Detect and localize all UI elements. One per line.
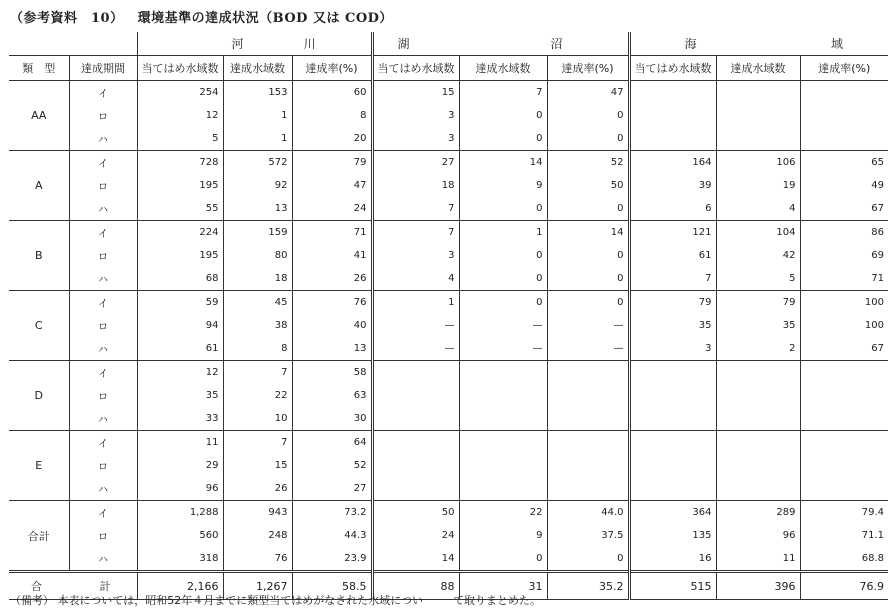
period-cell: イ <box>69 221 137 245</box>
group-sea: 海 域 <box>629 32 888 56</box>
sea-rate-cell: 86 <box>800 221 888 245</box>
river-achieved-cell: 943 <box>223 501 292 525</box>
remarks-text-1: 本表については，昭和52年４月までに類型当てはめがなされた水域につい <box>57 594 424 607</box>
river-rate-cell: 63 <box>292 384 372 407</box>
sea-achieved-cell: 42 <box>716 244 800 267</box>
sea-rate-cell <box>800 431 888 455</box>
sea-achieved-cell <box>716 361 800 385</box>
table-row <box>9 104 888 127</box>
period-cell: イ <box>69 431 137 455</box>
river-rate-cell: 79 <box>292 151 372 175</box>
river-target-cell: 12 <box>137 104 223 127</box>
group-river: 河 川 <box>137 32 372 56</box>
sea-target-cell <box>629 361 716 385</box>
total-lake-achieved: 31 <box>459 572 547 600</box>
lake-target-cell: 4 <box>372 267 459 291</box>
lake-rate-cell: 37.5 <box>547 524 629 547</box>
table-row <box>9 524 888 547</box>
sea-target-cell <box>629 407 716 431</box>
type-cell: C <box>9 291 69 361</box>
lake-target-cell: 14 <box>372 547 459 572</box>
river-achieved-cell: 1 <box>223 127 292 151</box>
lake-rate-cell: 0 <box>547 291 629 315</box>
river-target-cell: 35 <box>137 384 223 407</box>
sea-target-cell: 164 <box>629 151 716 175</box>
lake-rate-cell <box>547 407 629 431</box>
lake-rate-cell: 0 <box>547 547 629 572</box>
lake-target-cell: 50 <box>372 501 459 525</box>
river-target-cell: 11 <box>137 431 223 455</box>
sea-achieved-cell <box>716 127 800 151</box>
sea-achieved-cell: 4 <box>716 197 800 221</box>
group-header-row <box>9 32 888 56</box>
river-rate-cell: 71 <box>292 221 372 245</box>
sea-target-cell: 135 <box>629 524 716 547</box>
lake-achieved-cell <box>459 431 547 455</box>
sea-rate-cell <box>800 361 888 385</box>
lake-target-cell <box>372 454 459 477</box>
lake-achieved-cell: — <box>459 314 547 337</box>
river-rate-cell: 47 <box>292 174 372 197</box>
total-sea-target: 515 <box>629 572 716 600</box>
lake-rate-cell <box>547 361 629 385</box>
lake-target-cell <box>372 431 459 455</box>
header-sea-achieved: 達成水域数 <box>716 56 800 81</box>
sea-achieved-cell: 96 <box>716 524 800 547</box>
total-sea-achieved: 396 <box>716 572 800 600</box>
sea-target-cell <box>629 454 716 477</box>
sea-achieved-cell: 11 <box>716 547 800 572</box>
period-cell: ハ <box>69 477 137 501</box>
period-cell: イ <box>69 291 137 315</box>
table-row <box>9 407 888 431</box>
table-row <box>9 454 888 477</box>
river-target-cell: 68 <box>137 267 223 291</box>
lake-rate-cell: 0 <box>547 244 629 267</box>
river-rate-cell: 8 <box>292 104 372 127</box>
sea-rate-cell <box>800 384 888 407</box>
lake-target-cell: 1 <box>372 291 459 315</box>
lake-rate-cell: — <box>547 314 629 337</box>
river-rate-cell: 64 <box>292 431 372 455</box>
lake-target-cell: 7 <box>372 197 459 221</box>
table-row <box>9 244 888 267</box>
type-cell: E <box>9 431 69 501</box>
remarks-text-2: て取りまとめた。 <box>453 594 542 607</box>
table-row <box>9 361 888 385</box>
sea-target-cell: 121 <box>629 221 716 245</box>
sea-target-cell <box>629 127 716 151</box>
river-target-cell: 5 <box>137 127 223 151</box>
lake-rate-cell: 0 <box>547 104 629 127</box>
reference-label: （参考資料 10） <box>10 11 124 26</box>
title-text: 環境基準の達成状況（BOD 又は COD） <box>137 11 393 26</box>
river-rate-cell: 52 <box>292 454 372 477</box>
table-row <box>9 267 888 291</box>
total-sea-rate: 76.9 <box>800 572 888 600</box>
river-rate-cell: 76 <box>292 291 372 315</box>
header-lake-achieved: 達成水域数 <box>459 56 547 81</box>
period-cell: ハ <box>69 127 137 151</box>
lake-achieved-cell <box>459 477 547 501</box>
river-rate-cell: 58 <box>292 361 372 385</box>
sea-rate-cell: 71 <box>800 267 888 291</box>
grand-total-label: 合 計 <box>9 572 137 600</box>
sea-rate-cell <box>800 81 888 105</box>
lake-target-cell: — <box>372 314 459 337</box>
sea-achieved-cell <box>716 81 800 105</box>
sea-rate-cell: 100 <box>800 314 888 337</box>
sea-rate-cell: 67 <box>800 197 888 221</box>
river-target-cell: 195 <box>137 174 223 197</box>
period-cell: イ <box>69 81 137 105</box>
lake-rate-cell: 0 <box>547 267 629 291</box>
sea-achieved-cell <box>716 477 800 501</box>
river-target-cell: 33 <box>137 407 223 431</box>
river-achieved-cell: 38 <box>223 314 292 337</box>
table-row <box>9 174 888 197</box>
lake-achieved-cell <box>459 407 547 431</box>
sea-rate-cell: 79.4 <box>800 501 888 525</box>
lake-achieved-cell: 0 <box>459 244 547 267</box>
river-achieved-cell: 572 <box>223 151 292 175</box>
sea-target-cell <box>629 477 716 501</box>
type-cell: A <box>9 151 69 221</box>
sea-achieved-cell <box>716 104 800 127</box>
remarks <box>10 592 541 608</box>
sea-achieved-cell: 35 <box>716 314 800 337</box>
type-cell: AA <box>9 81 69 151</box>
river-achieved-cell: 8 <box>223 337 292 361</box>
sea-rate-cell <box>800 407 888 431</box>
sea-target-cell <box>629 104 716 127</box>
table-row <box>9 314 888 337</box>
lake-target-cell: 18 <box>372 174 459 197</box>
river-target-cell: 224 <box>137 221 223 245</box>
period-cell: ハ <box>69 267 137 291</box>
river-achieved-cell: 1 <box>223 104 292 127</box>
lake-rate-cell: 47 <box>547 81 629 105</box>
river-achieved-cell: 7 <box>223 431 292 455</box>
achievement-table <box>9 32 888 600</box>
remarks-label: （備考） <box>10 594 54 607</box>
lake-achieved-cell: 0 <box>459 291 547 315</box>
lake-rate-cell: 0 <box>547 197 629 221</box>
river-achieved-cell: 45 <box>223 291 292 315</box>
river-target-cell: 12 <box>137 361 223 385</box>
sea-rate-cell <box>800 104 888 127</box>
sea-target-cell: 16 <box>629 547 716 572</box>
sea-rate-cell: 67 <box>800 337 888 361</box>
type-cell: B <box>9 221 69 291</box>
sea-achieved-cell <box>716 407 800 431</box>
period-cell: ロ <box>69 524 137 547</box>
river-rate-cell: 20 <box>292 127 372 151</box>
period-cell: ハ <box>69 407 137 431</box>
period-cell: ハ <box>69 337 137 361</box>
table-row <box>9 337 888 361</box>
lake-achieved-cell: 1 <box>459 221 547 245</box>
sea-achieved-cell: 19 <box>716 174 800 197</box>
lake-target-cell: 7 <box>372 221 459 245</box>
period-cell: ハ <box>69 197 137 221</box>
sea-target-cell: 61 <box>629 244 716 267</box>
sea-target-cell: 6 <box>629 197 716 221</box>
river-target-cell: 318 <box>137 547 223 572</box>
period-cell: ロ <box>69 174 137 197</box>
sea-rate-cell <box>800 477 888 501</box>
river-target-cell: 195 <box>137 244 223 267</box>
lake-achieved-cell: 0 <box>459 267 547 291</box>
lake-achieved-cell: 14 <box>459 151 547 175</box>
river-rate-cell: 26 <box>292 267 372 291</box>
period-cell: ロ <box>69 454 137 477</box>
lake-target-cell: 3 <box>372 244 459 267</box>
header-type: 類 型 <box>9 56 69 81</box>
table-row <box>9 477 888 501</box>
river-rate-cell: 40 <box>292 314 372 337</box>
table-row <box>9 547 888 572</box>
sea-target-cell: 3 <box>629 337 716 361</box>
river-target-cell: 728 <box>137 151 223 175</box>
table-row <box>9 501 888 525</box>
sea-target-cell <box>629 384 716 407</box>
lake-achieved-cell: 7 <box>459 81 547 105</box>
table-row <box>9 81 888 105</box>
sea-rate-cell: 69 <box>800 244 888 267</box>
sea-rate-cell: 65 <box>800 151 888 175</box>
sea-rate-cell: 49 <box>800 174 888 197</box>
lake-rate-cell: — <box>547 337 629 361</box>
period-cell: イ <box>69 501 137 525</box>
table-row <box>9 151 888 175</box>
river-achieved-cell: 26 <box>223 477 292 501</box>
table-row <box>9 197 888 221</box>
river-achieved-cell: 7 <box>223 361 292 385</box>
sea-target-cell: 79 <box>629 291 716 315</box>
sea-achieved-cell: 289 <box>716 501 800 525</box>
period-cell: ロ <box>69 104 137 127</box>
lake-rate-cell: 52 <box>547 151 629 175</box>
sea-achieved-cell <box>716 431 800 455</box>
lake-target-cell: 3 <box>372 127 459 151</box>
type-cell: 合計 <box>9 501 69 572</box>
column-header-row <box>9 56 888 81</box>
river-achieved-cell: 153 <box>223 81 292 105</box>
river-target-cell: 59 <box>137 291 223 315</box>
lake-achieved-cell <box>459 361 547 385</box>
header-river-rate: 達成率(%) <box>292 56 372 81</box>
sea-target-cell <box>629 431 716 455</box>
lake-target-cell: — <box>372 337 459 361</box>
lake-achieved-cell: 0 <box>459 127 547 151</box>
river-rate-cell: 30 <box>292 407 372 431</box>
river-rate-cell: 60 <box>292 81 372 105</box>
river-rate-cell: 13 <box>292 337 372 361</box>
river-rate-cell: 24 <box>292 197 372 221</box>
lake-rate-cell <box>547 384 629 407</box>
sea-achieved-cell <box>716 454 800 477</box>
river-rate-cell: 23.9 <box>292 547 372 572</box>
river-target-cell: 55 <box>137 197 223 221</box>
header-river-target: 当てはめ水域数 <box>137 56 223 81</box>
lake-achieved-cell: 0 <box>459 104 547 127</box>
lake-rate-cell <box>547 454 629 477</box>
river-rate-cell: 27 <box>292 477 372 501</box>
sea-achieved-cell: 79 <box>716 291 800 315</box>
table-row <box>9 431 888 455</box>
lake-target-cell <box>372 361 459 385</box>
lake-rate-cell: 44.0 <box>547 501 629 525</box>
sea-target-cell: 364 <box>629 501 716 525</box>
river-achieved-cell: 18 <box>223 267 292 291</box>
lake-achieved-cell <box>459 384 547 407</box>
sea-achieved-cell: 5 <box>716 267 800 291</box>
sea-rate-cell <box>800 127 888 151</box>
river-target-cell: 1,288 <box>137 501 223 525</box>
lake-achieved-cell: 22 <box>459 501 547 525</box>
lake-target-cell: 24 <box>372 524 459 547</box>
river-achieved-cell: 13 <box>223 197 292 221</box>
river-achieved-cell: 159 <box>223 221 292 245</box>
sea-achieved-cell: 106 <box>716 151 800 175</box>
table-row <box>9 127 888 151</box>
sea-achieved-cell: 2 <box>716 337 800 361</box>
table-row <box>9 291 888 315</box>
lake-target-cell <box>372 477 459 501</box>
lake-rate-cell: 14 <box>547 221 629 245</box>
period-cell: ロ <box>69 314 137 337</box>
lake-target-cell <box>372 384 459 407</box>
lake-achieved-cell: 0 <box>459 547 547 572</box>
total-river-target: 2,166 <box>137 572 223 600</box>
lake-target-cell: 15 <box>372 81 459 105</box>
total-lake-rate: 35.2 <box>547 572 629 600</box>
river-rate-cell: 44.3 <box>292 524 372 547</box>
sea-achieved-cell <box>716 384 800 407</box>
lake-rate-cell: 50 <box>547 174 629 197</box>
river-target-cell: 254 <box>137 81 223 105</box>
period-cell: ロ <box>69 384 137 407</box>
header-period: 達成期間 <box>69 56 137 81</box>
lake-achieved-cell: — <box>459 337 547 361</box>
sea-achieved-cell: 104 <box>716 221 800 245</box>
sea-target-cell: 7 <box>629 267 716 291</box>
river-achieved-cell: 76 <box>223 547 292 572</box>
period-cell: イ <box>69 361 137 385</box>
river-target-cell: 560 <box>137 524 223 547</box>
document-title <box>10 7 393 26</box>
river-target-cell: 94 <box>137 314 223 337</box>
sea-rate-cell: 68.8 <box>800 547 888 572</box>
river-rate-cell: 73.2 <box>292 501 372 525</box>
group-lake: 湖 沼 <box>372 32 629 56</box>
table-row <box>9 384 888 407</box>
river-achieved-cell: 92 <box>223 174 292 197</box>
lake-rate-cell <box>547 477 629 501</box>
total-river-achieved: 1,267 <box>223 572 292 600</box>
header-lake-target: 当てはめ水域数 <box>372 56 459 81</box>
sea-target-cell <box>629 81 716 105</box>
river-target-cell: 29 <box>137 454 223 477</box>
river-achieved-cell: 22 <box>223 384 292 407</box>
lake-target-cell <box>372 407 459 431</box>
river-rate-cell: 41 <box>292 244 372 267</box>
lake-rate-cell: 0 <box>547 127 629 151</box>
header-sea-target: 当てはめ水域数 <box>629 56 716 81</box>
sea-target-cell: 39 <box>629 174 716 197</box>
total-lake-target: 88 <box>372 572 459 600</box>
sea-rate-cell <box>800 454 888 477</box>
river-target-cell: 96 <box>137 477 223 501</box>
river-achieved-cell: 248 <box>223 524 292 547</box>
total-river-rate: 58.5 <box>292 572 372 600</box>
river-achieved-cell: 80 <box>223 244 292 267</box>
river-achieved-cell: 15 <box>223 454 292 477</box>
table-row <box>9 221 888 245</box>
sea-rate-cell: 71.1 <box>800 524 888 547</box>
lake-achieved-cell <box>459 454 547 477</box>
lake-achieved-cell: 0 <box>459 197 547 221</box>
period-cell: ロ <box>69 244 137 267</box>
river-target-cell: 61 <box>137 337 223 361</box>
sea-rate-cell: 100 <box>800 291 888 315</box>
header-lake-rate: 達成率(%) <box>547 56 629 81</box>
header-river-achieved: 達成水域数 <box>223 56 292 81</box>
sea-target-cell: 35 <box>629 314 716 337</box>
lake-achieved-cell: 9 <box>459 524 547 547</box>
lake-achieved-cell: 9 <box>459 174 547 197</box>
lake-rate-cell <box>547 431 629 455</box>
lake-target-cell: 3 <box>372 104 459 127</box>
header-sea-rate: 達成率(%) <box>800 56 888 81</box>
lake-target-cell: 27 <box>372 151 459 175</box>
river-achieved-cell: 10 <box>223 407 292 431</box>
period-cell: イ <box>69 151 137 175</box>
type-cell: D <box>9 361 69 431</box>
period-cell: ハ <box>69 547 137 572</box>
